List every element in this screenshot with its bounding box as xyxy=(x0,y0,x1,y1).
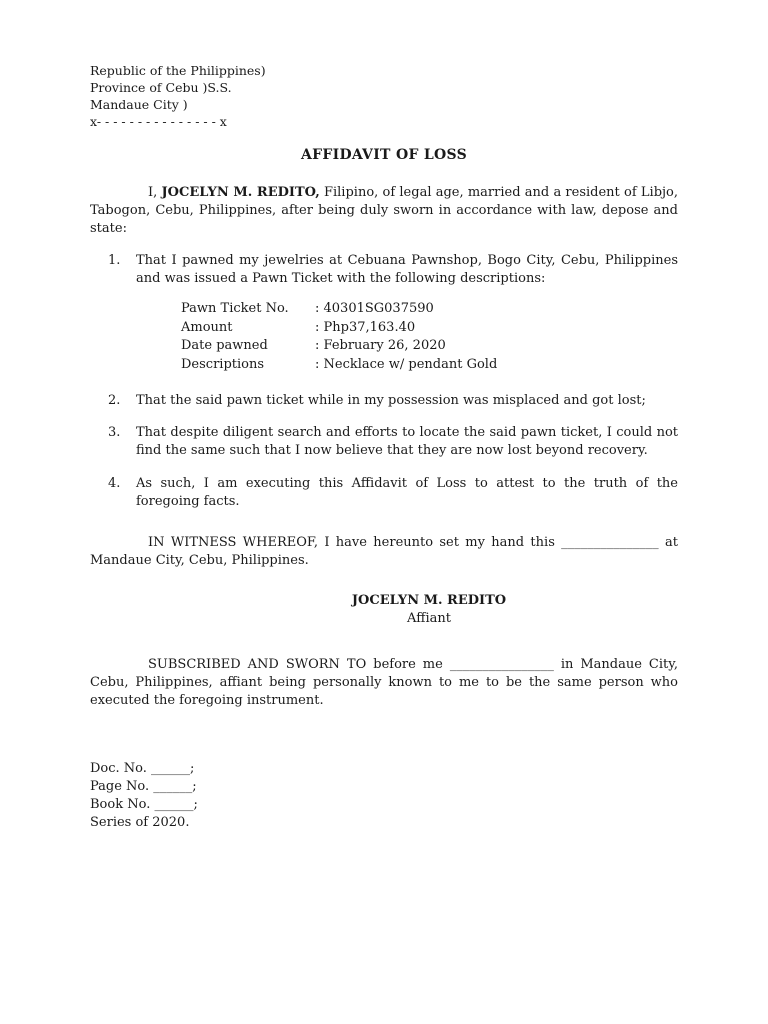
detail-row xyxy=(181,300,497,319)
pawn-ticket-details xyxy=(181,300,497,374)
series-year: Series of 2020. xyxy=(90,815,190,830)
intro-text: Filipino, of legal age, married and a resident of Libjo, Tabogon, Cebu, Philippines, after being duly sworn in accordance with law, depose and state: xyxy=(90,185,679,236)
item-number: 4. xyxy=(108,476,121,491)
affiant-signature-block xyxy=(0,592,768,628)
detail-row xyxy=(181,337,497,356)
list-item xyxy=(108,392,678,410)
detail-label: Pawn Ticket No. xyxy=(181,301,289,316)
detail-value: : Necklace w/ pendant Gold xyxy=(315,356,498,372)
notarial-register xyxy=(90,760,198,832)
witness-paragraph: IN WITNESS WHEREOF, I have hereunto set my hand this _______________ at Mandaue City, Cebu, Philippines. xyxy=(90,535,678,568)
detail-value: : 40301SG037590 xyxy=(315,301,434,316)
list-item xyxy=(108,252,678,288)
item-text: As such, I am executing this Affidavit of Loss to attest to the truth of the foregoing facts. xyxy=(136,476,678,509)
affiant-name: JOCELYN M. REDITO xyxy=(351,593,507,608)
item-number: 2. xyxy=(108,393,121,408)
affiant-name-inline: JOCELYN M. REDITO, xyxy=(161,185,320,200)
item-text: That despite diligent search and efforts to locate the said pawn ticket, I could not find the same such that I now believe that they are now lost beyond recovery. xyxy=(136,425,678,458)
venue-province: Province of Cebu )S.S. xyxy=(90,80,232,95)
venue-city: Mandaue City ) xyxy=(90,97,188,112)
item-text: That the said pawn ticket while in my possession was misplaced and got lost; xyxy=(136,393,646,408)
intro-paragraph xyxy=(90,184,678,238)
doc-number: Doc. No. ______; xyxy=(90,761,195,776)
list-item xyxy=(108,475,678,511)
list-item xyxy=(108,424,678,460)
jurat-paragraph: SUBSCRIBED AND SWORN TO before me ________________ in Mandaue City, Cebu, Philippines, affiant being personally known to me to be the same person who executed the foregoing instrument. xyxy=(90,657,678,708)
detail-label: Amount xyxy=(181,319,233,335)
detail-label: Date pawned xyxy=(181,338,268,353)
intro-prefix: I, xyxy=(148,185,162,200)
venue-country: Republic of the Philippines) xyxy=(90,63,266,78)
item-number: 3. xyxy=(108,425,121,440)
affiant-role: Affiant xyxy=(407,611,451,626)
detail-value: : February 26, 2020 xyxy=(315,338,446,353)
detail-label: Descriptions xyxy=(181,356,265,372)
detail-row xyxy=(181,319,497,338)
book-number: Book No. ______; xyxy=(90,797,198,812)
venue-separator: x- - - - - - - - - - - - - - - x xyxy=(90,114,227,129)
detail-row xyxy=(181,356,497,375)
item-number: 1. xyxy=(108,253,121,268)
detail-value: : Php37,163.40 xyxy=(315,319,416,335)
item-text: That I pawned my jewelries at Cebuana Pawnshop, Bogo City, Cebu, Philippines and was issued a Pawn Ticket with the following descriptions: xyxy=(136,253,678,286)
venue-block xyxy=(90,62,266,130)
page-number: Page No. ______; xyxy=(90,779,197,794)
document-title: AFFIDAVIT OF LOSS xyxy=(300,147,468,163)
